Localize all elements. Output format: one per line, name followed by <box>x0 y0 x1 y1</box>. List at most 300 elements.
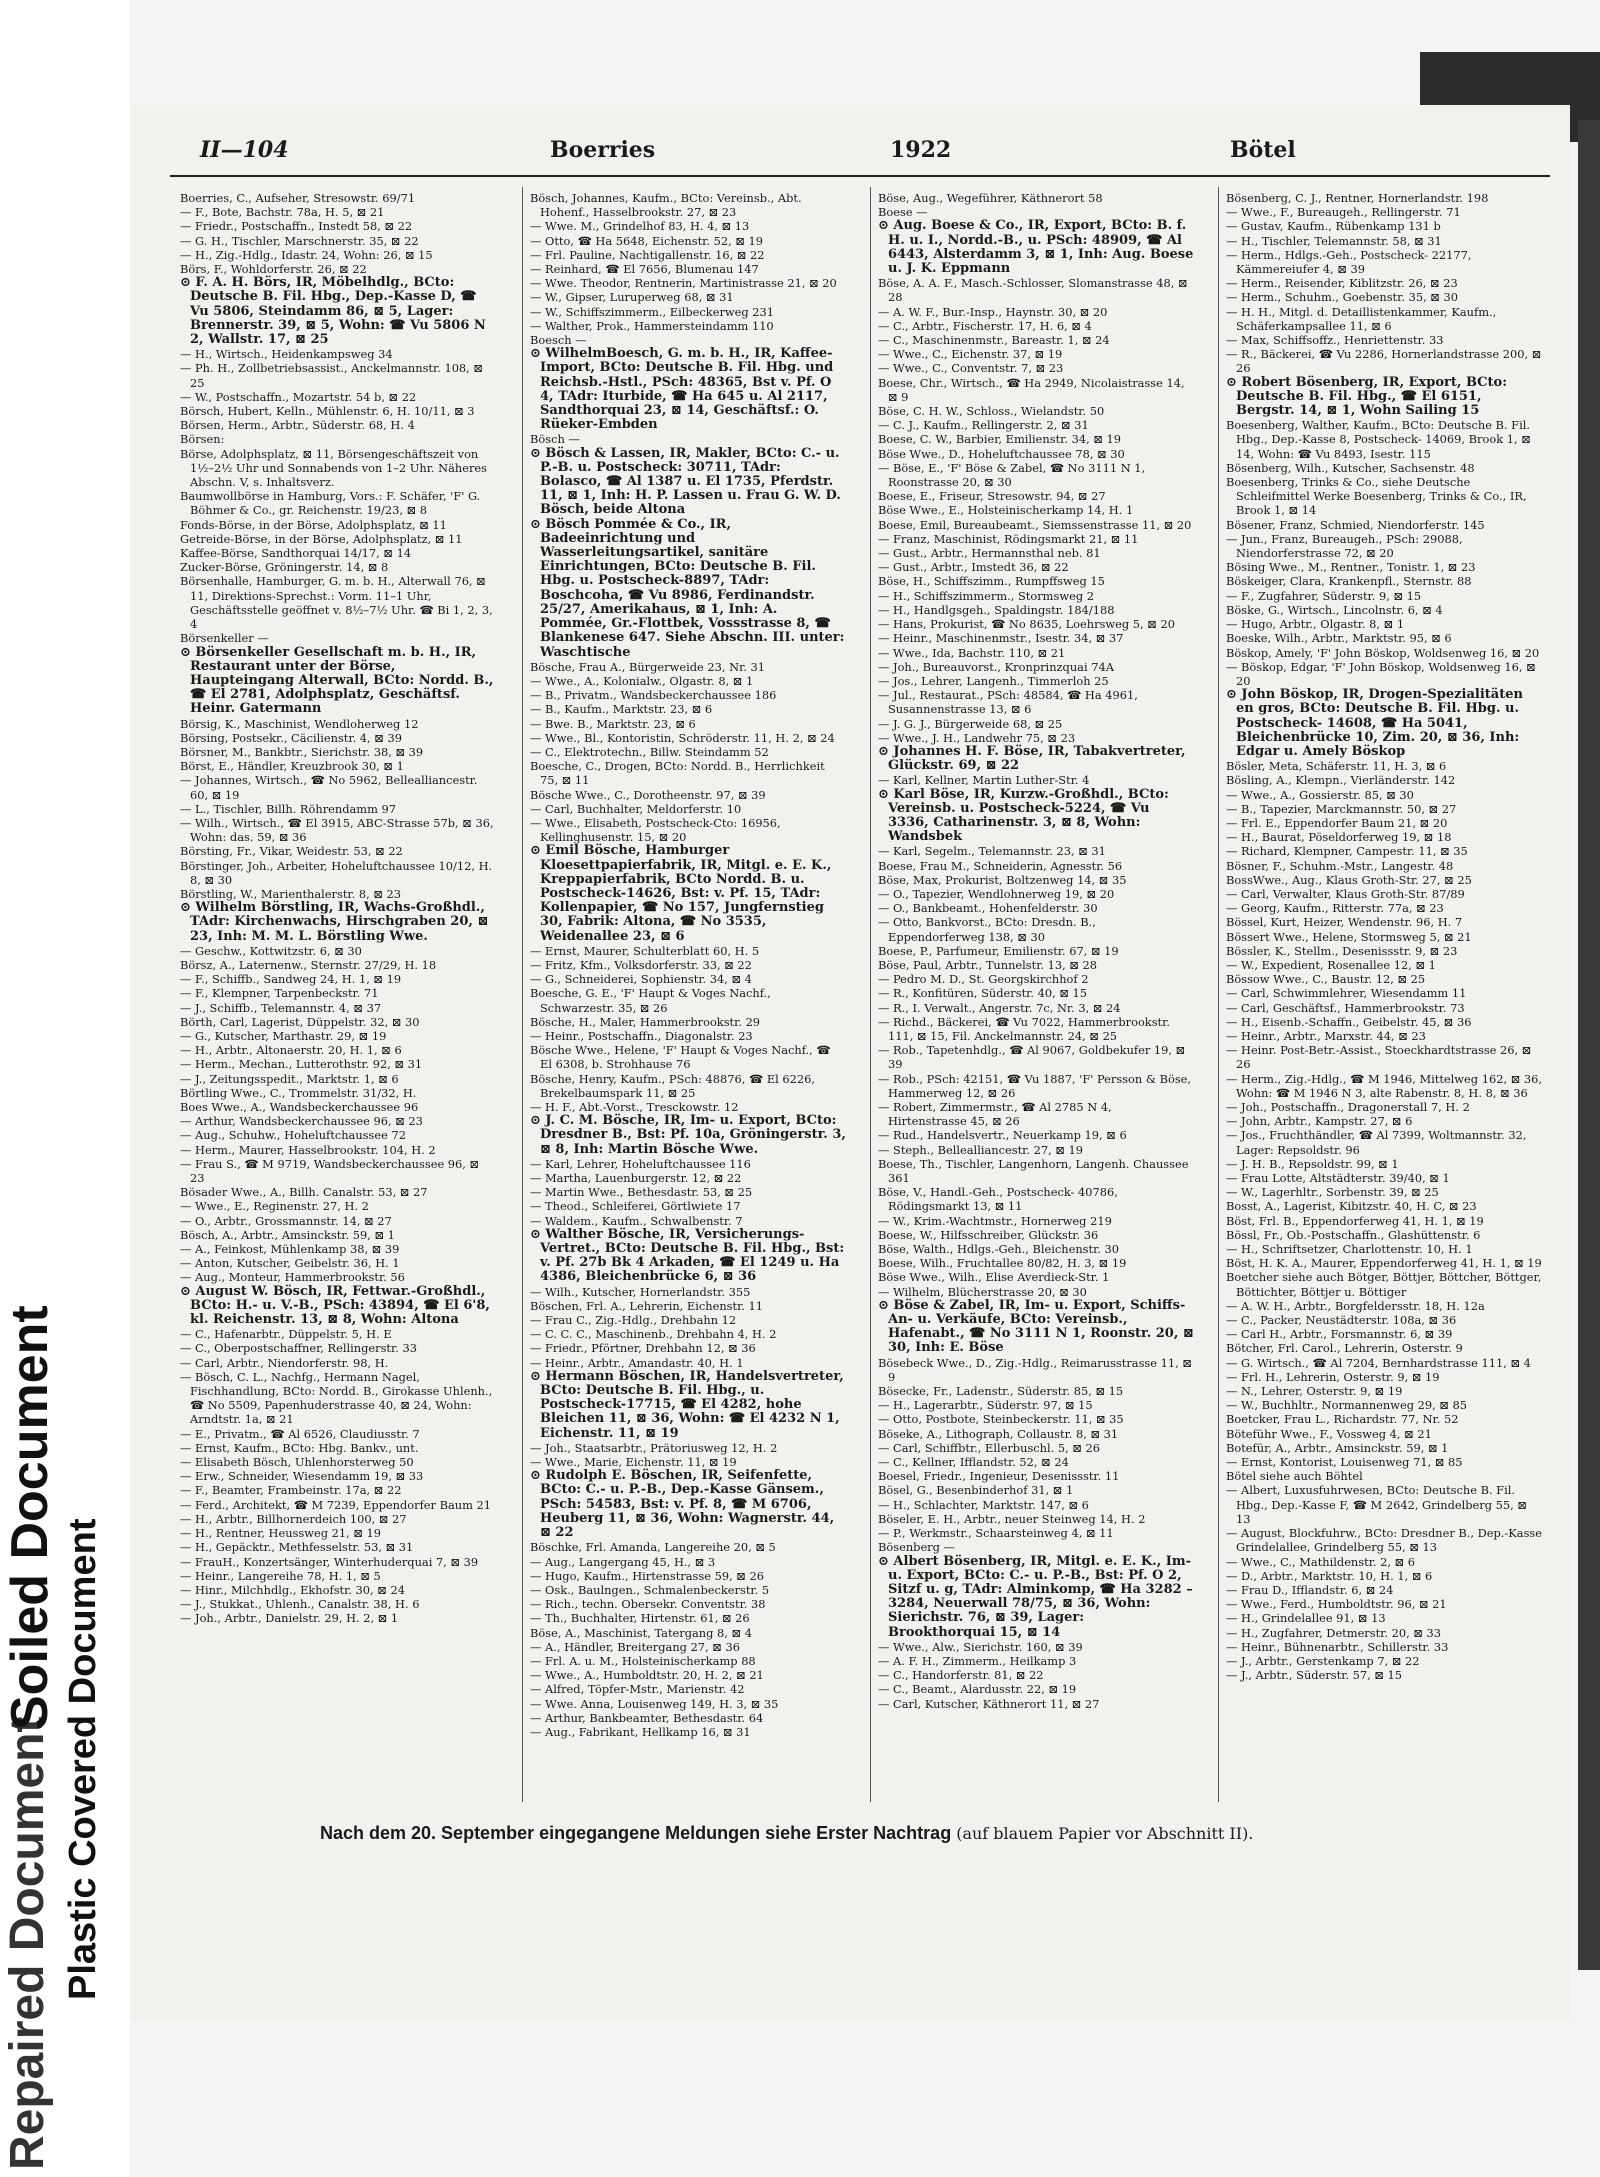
directory-entry: Böschen, Frl. A., Lehrerin, Eichenstr. 11 <box>530 1298 764 1313</box>
scan-edge-right <box>1578 120 1600 1970</box>
directory-entry: ⊙ Karl Böse, IR, Kurzw.-Großhdl., BCto: Vereinsb. u. Postscheck-5224, ☎ Vu 3336, Catharinenstr. 3, ⊠ 8, Wohn: Wandsbek <box>878 786 1169 845</box>
directory-entry: ⊙ J. C. M. Bösche, IR, Im- u. Export, BCto: Dresdner B., Bst: Pf. 10a, Gröningerstr. 3, ⊠ 8, Inh: Martin Bösche Wwe. <box>530 1113 846 1157</box>
directory-entry: — Rob., PSch: 42151, ☎ Vu 1887, 'F' Persson & Böse, Hammerweg 12, ⊠ 26 <box>878 1071 1192 1100</box>
directory-entry: — Bwe. B., Marktstr. 23, ⊠ 6 <box>530 716 696 731</box>
directory-entry: — C., Maschinenmstr., Bareastr. 1, ⊠ 24 <box>878 333 1110 348</box>
directory-entry: — Jul., Restaurat., PSch: 48584, ☎ Ha 4961, Susannenstrasse 13, ⊠ 6 <box>878 688 1138 717</box>
directory-entry: — H., Zugfahrer, Detmerstr. 20, ⊠ 33 <box>1226 1625 1442 1640</box>
directory-entry: Boesel, Friedr., Ingenieur, Desenissstr. 11 <box>878 1469 1120 1484</box>
directory-entry: — G. Wirtsch., ☎ Al 7204, Bernhardstrasse 111, ⊠ 4 <box>1226 1355 1531 1370</box>
directory-entry: — Carl, Arbtr., Niendorferstr. 98, H. <box>180 1355 389 1370</box>
directory-entry: — Aug., Monteur, Hammerbrookstr. 56 <box>180 1270 405 1285</box>
directory-entry: — Aug., Fabrikant, Hellkamp 16, ⊠ 31 <box>530 1724 751 1739</box>
directory-entry: Bösenberg — <box>878 1540 955 1555</box>
directory-entry: Bötcher, Frl. Carol., Lehrerin, Osterstr. 9 <box>1226 1341 1463 1356</box>
directory-entry: — Joh., Staatsarbtr., Prätoriusweg 12, H. 2 <box>530 1440 778 1455</box>
directory-entry: — Frau Lotte, Altstädterstr. 39/40, ⊠ 1 <box>1226 1171 1450 1186</box>
directory-entry: Bösch, A., Arbtr., Amsinckstr. 59, ⊠ 1 <box>180 1227 395 1242</box>
directory-entry: — Hugo, Arbtr., Olgastr. 8, ⊠ 1 <box>1226 617 1405 632</box>
directory-entry: — F., Schiffb., Sandweg 24, H. 1, ⊠ 19 <box>180 972 402 987</box>
directory-entry: — Heinr., Arbtr., Marxstr. 44, ⊠ 23 <box>1226 1028 1426 1043</box>
directory-entry: Zucker-Börse, Gröningerstr. 14, ⊠ 8 <box>180 560 389 575</box>
footer-sub: (auf blauem Papier vor Abschnitt II). <box>956 1824 1254 1843</box>
directory-entry: — Martha, Lauenburgerstr. 12, ⊠ 22 <box>530 1171 742 1186</box>
directory-entry: — Hans, Prokurist, ☎ No 8635, Loehrsweg 5, ⊠ 20 <box>878 617 1175 632</box>
directory-entry: Böse Wwe., D., Hoheluftchaussee 78, ⊠ 30 <box>878 446 1125 461</box>
directory-entry: Bösling, A., Klempn., Vierländerstr. 142 <box>1226 773 1456 788</box>
directory-entry: — John, Arbtr., Kampstr. 27, ⊠ 6 <box>1226 1114 1413 1129</box>
column-2 <box>530 191 846 1801</box>
directory-entry: Bössow Wwe., C., Baustr. 12, ⊠ 25 <box>1226 972 1426 987</box>
directory-entry: — A., Feinkost, Mühlenkamp 38, ⊠ 39 <box>180 1242 400 1257</box>
directory-entry: — Jos., Fruchthändler, ☎ Al 7399, Woltmannstr. 32, Lager: Repsoldstr. 96 <box>1226 1128 1527 1157</box>
directory-entry: Boese — <box>878 205 928 220</box>
directory-entry: Börsenhalle, Hamburger, G. m. b. H., Alterwall 76, ⊠ 11, Direktions-Sprechst.: Vorm. 11–1 Uhr, Geschäftsstelle geöffnet v. 8½–7½ Uhr. ☎ Bi 1, 2, 3, 4 <box>180 574 493 632</box>
directory-entry: Bösing Wwe., M., Rentner., Tonistr. 1, ⊠ 23 <box>1226 560 1476 575</box>
column-1 <box>180 191 496 1801</box>
directory-entry: — H., Schriftsetzer, Charlottenstr. 10, H. 1 <box>1226 1242 1473 1257</box>
directory-entry: Boetcker, Frau L., Richardstr. 77, Nr. 52 <box>1226 1412 1459 1427</box>
directory-entry: — Wwe., C., Mathildenstr. 2, ⊠ 6 <box>1226 1554 1416 1569</box>
directory-entry: — Heinr., Postschaffn., Diagonalstr. 23 <box>530 1028 753 1043</box>
directory-entry: — Gustav, Kaufm., Rübenkamp 131 b <box>1226 219 1441 234</box>
directory-entry: — H., Baurat, Pöseldorferweg 19, ⊠ 18 <box>1226 830 1452 845</box>
directory-entry: — Wilh., Kutscher, Hornerlandstr. 355 <box>530 1284 751 1299</box>
directory-entry: Börsner, M., Bankbtr., Sierichstr. 38, ⊠ 39 <box>180 744 424 759</box>
directory-entry: Böse Wwe., Wilh., Elise Averdieck-Str. 1 <box>878 1270 1110 1285</box>
directory-entry: — H., Gepäcktr., Methfesselstr. 53, ⊠ 31 <box>180 1540 414 1555</box>
directory-entry: — Carl, Schiffbtr., Ellerbuschl. 5, ⊠ 26 <box>878 1440 1101 1455</box>
directory-entry: — Anton, Kutscher, Geibelstr. 36, H. 1 <box>180 1256 400 1271</box>
directory-entry: — Wwe., Bl., Kontoristin, Schröderstr. 11, H. 2, ⊠ 24 <box>530 730 835 745</box>
directory-entry: — J., Schiffb., Telemannstr. 4, ⊠ 37 <box>180 1000 382 1015</box>
directory-entry: Bösche, Henry, Kaufm., PSch: 48876, ☎ El 6226, Brekelbaumspark 11, ⊠ 25 <box>530 1071 816 1100</box>
directory-entry: ⊙ Johannes H. F. Böse, IR, Tabakvertreter, Glückstr. 69, ⊠ 22 <box>878 743 1186 774</box>
directory-entry: — G. H., Tischler, Marschnerstr. 35, ⊠ 22 <box>180 233 419 248</box>
directory-entry: — Theod., Schleiferei, Görtlwiete 17 <box>530 1199 741 1214</box>
directory-entry: — Karl, Kellner, Martin Luther-Str. 4 <box>878 773 1090 788</box>
directory-entry: — Rud., Handelsvertr., Neuerkamp 19, ⊠ 6 <box>878 1128 1127 1143</box>
directory-entry: — Arthur, Wandsbeckerchaussee 96, ⊠ 23 <box>180 1114 423 1129</box>
directory-entry: Bössel, Kurt, Heizer, Wendenstr. 96, H. 7 <box>1226 915 1463 930</box>
directory-entry: — Herm., Mechan., Lutterothstr. 92, ⊠ 31 <box>180 1057 423 1072</box>
directory-entry: — O., Arbtr., Grossmannstr. 14, ⊠ 27 <box>180 1213 392 1228</box>
directory-entry: — H. H., Mitgl. d. Detaillistenkammer, Kaufm., Schäferkampsallee 11, ⊠ 6 <box>1226 304 1497 333</box>
header-to-name: Bötel <box>1230 137 1296 163</box>
directory-entry: — W., Krim.-Wachtmstr., Hornerweg 219 <box>878 1213 1112 1228</box>
directory-entry: Bösenberg, Wilh., Kutscher, Sachsenstr. 48 <box>1226 460 1475 475</box>
directory-entry: ⊙ Bösch & Lassen, IR, Makler, BCto: C.- u. P.-B. u. Postscheck: 30711, TAdr: Bolasco, ☎ Al 1387 u. El 1735, Pferdstr. 11, ⊠ 1, Inh: H. P. Lassen u. Frau G. W. D. Bösch, beide Altona <box>530 445 841 518</box>
directory-entry: — Herm., Reisender, Kiblitzstr. 26, ⊠ 23 <box>1226 276 1458 291</box>
directory-entry: — Joh., Postschaffn., Dragonerstall 7, H. 2 <box>1226 1100 1470 1114</box>
directory-entry: Böse, Walth., Hdlgs.-Geh., Bleichenstr. 30 <box>878 1242 1120 1257</box>
directory-entry: — Otto, Bankvorst., BCto: Dresdn. B., Eppendorferweg 138, ⊠ 30 <box>878 915 1096 944</box>
directory-entry: — Steph., Bellealliancestr. 27, ⊠ 19 <box>878 1142 1083 1157</box>
directory-entry: Baumwollbörse in Hamburg, Vors.: F. Schäfer, 'F' G. Böhmer & Co., gr. Reichenstr. 19/23, ⊠ 8 <box>180 489 481 518</box>
directory-entry: — Otto, Postbote, Steinbeckerstr. 11, ⊠ 35 <box>878 1412 1124 1427</box>
directory-entry: — D., Arbtr., Marktstr. 10, H. 1, ⊠ 6 <box>1226 1568 1433 1583</box>
directory-entry: — Wwe., A., Humboldtstr. 20, H. 2, ⊠ 21 <box>530 1668 764 1683</box>
directory-entry: — Carl, Kutscher, Käthnerort 11, ⊠ 27 <box>878 1696 1100 1711</box>
plastic-covered-label: Plastic Covered Document <box>62 1518 104 2000</box>
directory-entry: ⊙ Aug. Boese & Co., IR, Export, BCto: B. f. H. u. I., Nordd.-B., u. PSch: 48909, ☎ Al 6443, Alsterdamm 3, ⊠ 1, Inh: Aug. Boese u. J. K. Eppmann <box>878 218 1194 277</box>
directory-entry: — W., Lagerhltr., Sorbenstr. 39, ⊠ 25 <box>1226 1185 1439 1200</box>
directory-entry: Boese, Chr., Wirtsch., ☎ Ha 2949, Nicolaistrasse 14, ⊠ 9 <box>878 375 1185 404</box>
directory-entry: ⊙ F. A. H. Börs, IR, Möbelhdlg., BCto: Deutsche B. Fil. Hbg., Dep.-Kasse D, ☎ Vu 5806, Steindamm 86, ⊠ 5, Lager: Brennerstr. 39, ⊠ 5, Wohn: ☎ Vu 5806 N 2, Wallstr. 17, ⊠ 25 <box>180 275 486 348</box>
directory-entry: — Arthur, Bankbeamter, Bethesdastr. 64 <box>530 1710 764 1725</box>
directory-entry: — Heinr., Maschinenmstr., Isestr. 34, ⊠ 37 <box>878 631 1124 646</box>
directory-entry: — Rich., techn. Obersekr. Conventstr. 38 <box>530 1597 766 1612</box>
directory-entry: — H., Schlachter, Marktstr. 147, ⊠ 6 <box>878 1497 1089 1512</box>
directory-entry: — A. W. H., Arbtr., Borgfeldersstr. 18, H. 12a <box>1226 1298 1485 1313</box>
directory-entry: — W., Gipser, Luruperweg 68, ⊠ 31 <box>530 290 734 305</box>
directory-entry: — H., Schiffszimmerm., Stormsweg 2 <box>878 588 1094 603</box>
directory-entry: — H., Grindelallee 91, ⊠ 13 <box>1226 1611 1386 1626</box>
directory-entry: Böse, Aug., Wegeführer, Käthnerort 58 <box>878 191 1103 205</box>
directory-entry: ⊙ Rudolph E. Böschen, IR, Seifenfette, BCto: C.- u. P.-B., Dep.-Kasse Gänsem., PSch: 54583, Bst: v. Pf. 8, ☎ M 6706, Heuberg 11, ⊠ 36, Wohn: Wagnerstr. 44, ⊠ 22 <box>530 1468 835 1541</box>
directory-entry: Boese, E., Friseur, Stresowstr. 94, ⊠ 27 <box>878 489 1106 504</box>
directory-entry: — C., Kellner, Ifflandstr. 52, ⊠ 24 <box>878 1455 1069 1470</box>
directory-entry: — H., Wirtsch., Heidenkampsweg 34 <box>180 347 393 362</box>
directory-entry: Börsz, A., Laternenw., Sternstr. 27/29, H. 18 <box>180 957 437 972</box>
directory-entry: ⊙ Walther Bösche, IR, Versicherungs-Vertret., BCto: Deutsche B. Fil. Hbg., Bst: v. Pf. 27b Bk 4 Arkaden, ☎ El 1249 u. Ha 4386, Bleichenbrücke 6, ⊠ 36 <box>530 1226 845 1285</box>
column-divider <box>1218 187 1219 1802</box>
directory-entry: Börst, E., Händler, Kreuzbrook 30, ⊠ 1 <box>180 759 404 774</box>
directory-entry: — Friedr., Postschaffn., Instedt 58, ⊠ 22 <box>180 219 413 234</box>
header-from-name: Boerries <box>550 137 656 163</box>
directory-entry: Bösch — <box>530 432 580 447</box>
directory-entry: — Ph. H., Zollbetriebsassist., Anckelmannstr. 108, ⊠ 25 <box>180 361 483 390</box>
directory-entry: — Wwe., C., Eichenstr. 37, ⊠ 19 <box>878 347 1063 362</box>
directory-entry: — Albert, Luxusfuhrwesen, BCto: Deutsche B. Fil. Hbg., Dep.-Kasse F, ☎ M 2642, Grindelberg 55, ⊠ 13 <box>1226 1483 1527 1526</box>
directory-entry: — Carl, Schwimmlehrer, Wiesendamm 11 <box>1226 986 1467 1001</box>
directory-entry: Boesch — <box>530 333 587 348</box>
directory-entry: — Wwe., A., Gossierstr. 85, ⊠ 30 <box>1226 787 1414 802</box>
directory-entry: — H., Arbtr., Billhornerdeich 100, ⊠ 27 <box>180 1511 407 1526</box>
directory-entry: — Ernst, Maurer, Schulterblatt 60, H. 5 <box>530 943 760 958</box>
column-divider <box>522 187 523 1802</box>
directory-entry: — B., Privatm., Wandsbeckerchaussee 186 <box>530 688 777 703</box>
header-rule <box>170 175 1550 177</box>
directory-entry: Böske, G., Wirtsch., Lincolnstr. 6, ⊠ 4 <box>1226 602 1443 617</box>
directory-entry: — Otto, ☎ Ha 5648, Eichenstr. 52, ⊠ 19 <box>530 233 763 248</box>
directory-entry: — Frl. E., Eppendorfer Baum 21, ⊠ 20 <box>1226 815 1448 830</box>
footer-main: Nach dem 20. September eingegangene Meldungen siehe Erster Nachtrag <box>320 1823 952 1843</box>
directory-entry: — W., Schiffszimmerm., Eilbeckerweg 231 <box>530 304 775 319</box>
directory-entry: Böse, V., Handl.-Geh., Postscheck- 40786, Rödingsmarkt 13, ⊠ 11 <box>878 1185 1118 1214</box>
directory-entry: — Jun., Franz, Bureaugeh., PSch: 29088, Niendorferstrasse 72, ⊠ 20 <box>1226 531 1463 561</box>
directory-entry: — FrauH., Konzertsänger, Winterhuderquai 7, ⊠ 39 <box>180 1554 479 1569</box>
directory-entry: — Wwe., E., Reginenstr. 27, H. 2 <box>180 1199 369 1214</box>
directory-entry: — C., Arbtr., Fischerstr. 17, H. 6, ⊠ 4 <box>878 318 1092 333</box>
directory-entry: — H. F., Abt.-Vorst., Tresckowstr. 12 <box>530 1100 739 1114</box>
directory-entry: Börth, Carl, Lagerist, Düppelstr. 32, ⊠ 30 <box>180 1014 420 1029</box>
directory-entry: Boeske, Wilh., Arbtr., Marktstr. 95, ⊠ 6 <box>1226 631 1452 646</box>
directory-entry: Boesche, C., Drogen, BCto: Nordd. B., Herrlichkeit 75, ⊠ 11 <box>530 759 825 788</box>
directory-entry: — H., Tischler, Telemannstr. 58, ⊠ 31 <box>1226 233 1442 248</box>
directory-entry: — Wwe., F., Bureaugeh., Rellingerstr. 71 <box>1226 205 1461 220</box>
directory-entry: — F., Zugfahrer, Süderstr. 9, ⊠ 15 <box>1226 588 1422 603</box>
directory-entry: — R., Konfitüren, Süderstr. 40, ⊠ 15 <box>878 986 1087 1001</box>
directory-entry: — Osk., Baulngen., Schmalenbeckerstr. 5 <box>530 1582 770 1597</box>
directory-entry: — Wwe., C., Conventstr. 7, ⊠ 23 <box>878 361 1064 376</box>
directory-entry: Börse, Adolphsplatz, ⊠ 11, Börsengeschäftszeit von 1½–2½ Uhr und Sonnabends von 1–2 Uhr. Näheres Abschn. V, s. Inhaltsverz. <box>180 446 488 490</box>
directory-entry: — Max, Schiffsoffz., Henriettenstr. 33 <box>1226 333 1444 348</box>
directory-entry: Börsch, Hubert, Kelln., Mühlenstr. 6, H. 10/11, ⊠ 3 <box>180 404 475 419</box>
directory-entry: Boese, Emil, Bureaubeamt., Siemssenstrasse 11, ⊠ 20 <box>878 517 1192 532</box>
directory-entry: — Carl, Buchhalter, Meldorferstr. 10 <box>530 801 742 816</box>
directory-entry: Bosst, A., Lagerist, Kibitzstr. 40, H. C, ⊠ 23 <box>1226 1199 1477 1214</box>
directory-entry: — O., Bankbeamt., Hohenfelderstr. 30 <box>878 901 1098 916</box>
page-header <box>170 133 1530 173</box>
directory-entry: — Carl, Geschäftsf., Hammerbrookstr. 73 <box>1226 1000 1465 1015</box>
directory-entry: Bössl, Fr., Ob.-Postschaffn., Glashüttenstr. 6 <box>1226 1227 1481 1242</box>
directory-entry: — C. J., Kaufm., Rellingerstr. 2, ⊠ 31 <box>878 418 1089 433</box>
directory-entry: — Alfred, Töpfer-Mstr., Marienstr. 42 <box>530 1682 745 1697</box>
repaired-document-label: Repaired Document <box>1 1716 54 2170</box>
directory-entry: Boese, W., Hilfsschreiber, Glückstr. 36 <box>878 1227 1099 1242</box>
directory-entry: Börs, F., Wohldorferstr. 26, ⊠ 22 <box>180 262 367 277</box>
directory-entry: — J., Stukkat., Uhlenh., Canalstr. 38, H. 6 <box>180 1597 420 1612</box>
directory-entry: — Wwe., Ida, Bachstr. 110, ⊠ 21 <box>878 645 1066 660</box>
directory-entry: — Wwe. Theodor, Rentnerin, Martinistrasse 21, ⊠ 20 <box>530 276 837 291</box>
directory-entry: — N., Lehrer, Osterstr. 9, ⊠ 19 <box>1226 1384 1403 1399</box>
directory-entry: Bösch, Johannes, Kaufm., BCto: Vereinsb., Abt. Hohenf., Hasselbrookstr. 27, ⊠ 23 <box>530 191 802 220</box>
directory-entry: Boes Wwe., A., Wandsbeckerchaussee 96 <box>180 1100 419 1114</box>
directory-entry: — B., Tapezier, Marckmannstr. 50, ⊠ 27 <box>1226 801 1457 816</box>
directory-entry: Börsing, Postsekr., Cäcilienstr. 4, ⊠ 39 <box>180 730 402 745</box>
directory-entry: — Ferd., Architekt, ☎ M 7239, Eppendorfer Baum 21 <box>180 1497 492 1512</box>
directory-entry: ⊙ Emil Bösche, Hamburger Kloesettpapierfabrik, IR, Mitgl. e. E. K., Kreppapierfabrik, BCto Nordd. B. u. Postscheck-14626, Bst: v. Pf. 15, TAdr: Kollenpapier, ☎ No 157, Jungfernstieg 30, Fabrik: Altona, ☎ No 3535, Weidenallee 23, ⊠ 6 <box>530 843 832 944</box>
directory-entry: Bösader Wwe., A., Billh. Canalstr. 53, ⊠ 27 <box>180 1185 428 1200</box>
directory-entry: ⊙ Böse & Zabel, IR, Im- u. Export, Schiffs-An- u. Verkäufe, BCto: Vereinsb., Hafenabt., ☎ No 3111 N 1, Roonstr. 20, ⊠ 30, Inh: E. Böse <box>878 1297 1194 1356</box>
directory-entry: Bösler, Meta, Schäferstr. 11, H. 3, ⊠ 6 <box>1226 759 1447 774</box>
directory-entry: — F., Beamter, Frambeinstr. 17a, ⊠ 22 <box>180 1483 402 1498</box>
directory-entry: Böst, Frl. B., Eppendorferweg 41, H. 1, ⊠ 19 <box>1226 1213 1484 1228</box>
directory-entry: Böse, Max, Prokurist, Boltzenweg 14, ⊠ 35 <box>878 872 1127 887</box>
directory-entry: Bösner, F., Schuhm.-Mstr., Langestr. 48 <box>1226 858 1454 873</box>
directory-entry: ⊙ Albert Bösenberg, IR, Mitgl. e. E. K., Im- u. Export, BCto: C.- u. P.-B., Bst: Pf. O 2, Sitzf u. g, TAdr: Alminkomp, ☎ Ha 3282 – 3284, Neuerwall 78/75, ⊠ 36, Wohn: Sierichstr. 76, ⊠ 39, Lager: Brookthorquai 15, ⊠ 14 <box>878 1553 1193 1640</box>
directory-entry: Getreide-Börse, in der Börse, Adolphsplatz, ⊠ 11 <box>180 531 463 546</box>
directory-entry: — C., Oberpostschaffner, Rellingerstr. 33 <box>180 1341 417 1356</box>
directory-entry: — R., Bäckerei, ☎ Vu 2286, Hornerlandstrasse 200, ⊠ 26 <box>1226 347 1542 376</box>
directory-entry: — Böskop, Edgar, 'F' John Böskop, Woldsenweg 16, ⊠ 20 <box>1226 659 1536 688</box>
directory-entry: Botefür, A., Arbtr., Amsinckstr. 59, ⊠ 1 <box>1226 1440 1449 1455</box>
directory-entry: — H., Lagerarbtr., Süderstr. 97, ⊠ 15 <box>878 1398 1093 1413</box>
directory-entry: — R., I. Verwalt., Angerstr. 7c, Nr. 3, ⊠ 24 <box>878 1000 1121 1015</box>
directory-entry: — Frl. A. u. M., Holsteinischerkamp 88 <box>530 1653 756 1668</box>
directory-entry: Bösel, G., Besenbinderhof 31, ⊠ 1 <box>878 1483 1074 1498</box>
directory-entry: Börtling Wwe., C., Trommelstr. 31/32, H. <box>180 1085 417 1100</box>
directory-entry: — Karl, Lehrer, Hoheluftchaussee 116 <box>530 1156 751 1171</box>
directory-entry: — Wwe. Anna, Louisenweg 149, H. 3, ⊠ 35 <box>530 1696 779 1711</box>
directory-entry: Böskeiger, Clara, Krankenpfl., Sternstr. 88 <box>1226 574 1472 589</box>
directory-entry: Bössert Wwe., Helene, Stormsweg 5, ⊠ 21 <box>1226 929 1472 944</box>
directory-entry: — J. G. J., Bürgerweide 68, ⊠ 25 <box>878 716 1063 731</box>
directory-entry: ⊙ August W. Bösch, IR, Fettwar.-Großhdl., BCto: H.- u. V.-B., PSch: 43894, ☎ El 6'8, kl. Reichenstr. 13, ⊠ 8, Wohn: Altona <box>180 1283 490 1328</box>
directory-entry: Börstling, W., Marienthalerstr. 8, ⊠ 23 <box>180 886 401 901</box>
directory-entry: Fonds-Börse, in der Börse, Adolphsplatz, ⊠ 11 <box>180 517 447 532</box>
directory-entry: — Wwe., Ferd., Humboldtstr. 96, ⊠ 21 <box>1226 1597 1447 1612</box>
directory-entry: Börstinger, Joh., Arbeiter, Hoheluftchaussee 10/12, H. 8, ⊠ 30 <box>180 858 493 887</box>
directory-entry: Boese, Wilh., Fruchtallee 80/82, H. 3, ⊠ 19 <box>878 1256 1127 1271</box>
directory-entry: Böst, H. K. A., Maurer, Eppendorferweg 41, H. 1, ⊠ 19 <box>1226 1256 1542 1271</box>
directory-entry: — Wwe., Alw., Sierichstr. 160, ⊠ 39 <box>878 1639 1083 1654</box>
column-divider <box>870 187 871 1802</box>
directory-entry: — Friedr., Pförtner, Drehbahn 12, ⊠ 36 <box>530 1341 756 1356</box>
directory-entry: Böse Wwe., E., Holsteinischerkamp 14, H. 1 <box>878 503 1134 518</box>
soiled-document-label: Soiled Document <box>1 1305 59 1730</box>
directory-entry: — W., Buchhltr., Normannenweg 29, ⊠ 85 <box>1226 1398 1468 1413</box>
directory-entry: — A., Händler, Breitergang 27, ⊠ 36 <box>530 1639 740 1654</box>
directory-entry: — Robert, Zimmermstr., ☎ Al 2785 N 4, Hirtenstrasse 45, ⊠ 26 <box>878 1100 1112 1129</box>
directory-entry: — Johannes, Wirtsch., ☎ No 5962, Bellealliancestr. 60, ⊠ 19 <box>180 773 478 802</box>
directory-entry: — Th., Buchhalter, Hirtenstr. 61, ⊠ 26 <box>530 1611 750 1626</box>
directory-entry: — L., Tischler, Billh. Röhrendamm 97 <box>180 801 397 816</box>
directory-entry: — Wwe., Elisabeth, Postscheck-Cto: 16956, Kellinghusenstr. 15, ⊠ 20 <box>530 815 781 845</box>
directory-entry: — Frau S., ☎ M 9719, Wandsbeckerchaussee 96, ⊠ 23 <box>180 1156 480 1186</box>
directory-entry: Böseler, E. H., Arbtr., neuer Steinweg 14, H. 2 <box>878 1511 1146 1526</box>
directory-entry: Bötel siehe auch Böhtel <box>1226 1469 1363 1484</box>
directory-entry: ⊙ Hermann Böschen, IR, Handelsvertreter, BCto: Deutsche B. Fil. Hbg., u. Postscheck-17715, ☎ El 4282, hohe Bleichen 11, ⊠ 36, Wohn: ☎ El 4232 N 1, Eichenstr. 11, ⊠ 19 <box>530 1368 844 1441</box>
directory-entry: ⊙ Wilhelm Börstling, IR, Wachs-Großhdl., TAdr: Kirchenwachs, Hirschgraben 20, ⊠ 23, Inh: M. M. L. Börstling Wwe. <box>180 900 489 944</box>
directory-entry: Bösener, Franz, Schmied, Niendorferstr. 145 <box>1226 517 1485 532</box>
directory-entry: — August, Blockfuhrw., BCto: Dresdner B., Dep.-Kasse Grindelallee, Grindelberg 55, ⊠ 13 <box>1226 1526 1542 1555</box>
directory-entry: — Jos., Lehrer, Langenh., Timmerloh 25 <box>878 673 1109 688</box>
directory-entry: — Wilhelm, Blücherstrasse 20, ⊠ 30 <box>878 1284 1087 1299</box>
directory-entry: — Rob., Tapetenhdlg., ☎ Al 9067, Goldbekufer 19, ⊠ 39 <box>878 1043 1186 1072</box>
directory-entry: Boese, C. W., Barbier, Emilienstr. 34, ⊠ 19 <box>878 432 1122 447</box>
directory-entry: — Aug., Langergang 45, H., ⊠ 3 <box>530 1554 716 1569</box>
directory-entry: — Herm., Zig.-Hdlg., ☎ M 1946, Mittelweg 162, ⊠ 36, Wohn: ☎ M 1946 N 3, alte Rabenstr. 8, H. 8, ⊠ 36 <box>1226 1071 1542 1100</box>
directory-entry: — Wwe., A., Kolonialw., Olgastr. 8, ⊠ 1 <box>530 673 754 688</box>
directory-entry: Bösebeck Wwe., D., Zig.-Hdlg., Reimarusstrasse 11, ⊠ 9 <box>878 1355 1192 1384</box>
directory-entry: — Heinr. Post-Betr.-Assist., Stoeckhardtstrasse 26, ⊠ 26 <box>1226 1043 1532 1072</box>
directory-entry: BossWwe., Aug., Klaus Groth-Str. 27, ⊠ 25 <box>1226 872 1472 887</box>
directory-entry: — C., Elektrotechn., Billw. Steindamm 52 <box>530 744 769 759</box>
directory-entry: — Joh., Arbtr., Danielstr. 29, H. 2, ⊠ 1 <box>180 1611 399 1626</box>
directory-page <box>130 105 1570 2020</box>
directory-entry: — Ernst, Kaufm., BCto: Hbg. Bankv., unt. <box>180 1440 419 1455</box>
directory-entry: ⊙ Börsenkeller Gesellschaft m. b. H., IR, Restaurant unter der Börse, Haupteingang Alterwall, BCto: Nordd. B., ☎ El 2781, Adolphsplatz, Geschäftsf. Heinr. Gatermann <box>180 644 494 717</box>
directory-entry: Bösche Wwe., Helene, 'F' Haupt & Voges Nachf., ☎ El 6308, b. Strohhause 76 <box>530 1043 831 1072</box>
directory-entry: Bösecke, Fr., Ladenstr., Süderstr. 85, ⊠ 15 <box>878 1384 1124 1399</box>
directory-entry: — H., Eisenb.-Schaffn., Geibelstr. 45, ⊠ 36 <box>1226 1014 1472 1029</box>
directory-entry: — Frau D., Ifflandstr. 6, ⊠ 24 <box>1226 1582 1394 1597</box>
directory-entry: Kaffee-Börse, Sandthorquai 14/17, ⊠ 14 <box>180 546 412 561</box>
directory-entry: Boesenberg, Walther, Kaufm., BCto: Deutsche B. Fil. Hbg., Dep.-Kasse 8, Postscheck- 14069, Brook 1, ⊠ 14, Wohn: ☎ Vu 8493, Isestr. 115 <box>1226 418 1531 461</box>
scan-margin <box>0 0 130 2177</box>
directory-entry: — Wwe., Marie, Eichenstr. 11, ⊠ 19 <box>530 1455 737 1470</box>
directory-entry: Böse, Paul, Arbtr., Tunnelstr. 13, ⊠ 28 <box>878 957 1098 972</box>
directory-entry: Böteführ Wwe., F., Vossweg 4, ⊠ 21 <box>1226 1426 1432 1441</box>
directory-entry: — Herm., Schuhm., Goebenstr. 35, ⊠ 30 <box>1226 290 1458 305</box>
directory-entry: — J. H. B., Repsoldstr. 99, ⊠ 1 <box>1226 1156 1399 1171</box>
directory-entry: ⊙ Robert Bösenberg, IR, Export, BCto: Deutsche B. Fil. Hbg., ☎ El 6151, Bergstr. 14, ⊠ 1, Wohn Sailing 15 <box>1226 374 1507 419</box>
directory-entry: Boese, P., Parfumeur, Emilienstr. 67, ⊠ 19 <box>878 943 1119 958</box>
directory-entry: — Frau C., Zig.-Hdlg., Drehbahn 12 <box>530 1313 737 1328</box>
directory-entry: ⊙ Bösch Pommée & Co., IR, Badeeinrichtung und Wasserleitungsartikel, sanitäre Einrichtungen, BCto: Deutsche B. Fil. Hbg. u. Postscheck-8897, TAdr: Boschcoha, ☎ Vu 8986, Ferdinandstr. 25/27, Amerikahaus, ⊠ 1, Inh: A. Pommée, Gr.-Flottbek, Vossstrasse 8, ☎ Blankenese 647. Siehe Abschn. III. unter: Waschtische <box>530 516 845 660</box>
directory-entry: — A. W. F., Bur.-Insp., Haynstr. 30, ⊠ 20 <box>878 304 1108 319</box>
directory-entry: — Böse, E., 'F' Böse & Zabel, ☎ No 3111 N 1, Roonstrasse 20, ⊠ 30 <box>878 460 1146 490</box>
directory-entry: — F., Klempner, Tarpenbeckstr. 71 <box>180 986 379 1001</box>
directory-entry: — Carl, Verwalter, Klaus Groth-Str. 87/89 <box>1226 886 1465 901</box>
directory-entry: — Geschw., Kottwitzstr. 6, ⊠ 30 <box>180 943 362 958</box>
directory-entry: — Frl. H., Lehrerin, Osterstr. 9, ⊠ 19 <box>1226 1369 1440 1384</box>
directory-entry: — Reinhard, ☎ El 7656, Blumenau 147 <box>530 262 759 277</box>
directory-entry: Boese, Frau M., Schneiderin, Agnesstr. 56 <box>878 858 1123 873</box>
directory-entry: — G., Schneiderei, Sophienstr. 34, ⊠ 4 <box>530 972 752 987</box>
directory-entry: ⊙ WilhelmBoesch, G. m. b. H., IR, Kaffee-Import, BCto: Deutsche B. Fil. Hbg. und Reichsb.-Hstl., PSch: 48365, Bst v. Pf. O 4, TAdr: Iturbide, ☎ Ha 645 u. Al 2117, Sandthorquai 23, ⊠ 14, Geschäftsf.: O. Rüeker-Embden <box>530 346 834 433</box>
directory-entry: — Elisabeth Bösch, Uhlenhorsterweg 50 <box>180 1455 414 1470</box>
directory-entry: Boese, Th., Tischler, Langenhorn, Langenh. Chaussee 361 <box>878 1156 1189 1186</box>
footer-note <box>320 1823 1253 1844</box>
directory-entry: — Erw., Schneider, Wiesendamm 19, ⊠ 33 <box>180 1469 424 1484</box>
directory-entry: Börsenkeller — <box>180 631 269 646</box>
directory-entry: — Heinr., Bühnenarbtr., Schillerstr. 33 <box>1226 1639 1449 1654</box>
directory-entry: — E., Privatm., ☎ Al 6526, Claudiusstr. 7 <box>180 1426 420 1441</box>
directory-entry: — C., Hafenarbtr., Düppelstr. 5, H. E <box>180 1327 392 1342</box>
directory-entry: — H., Handlgsgeh., Spaldingstr. 184/188 <box>878 602 1115 617</box>
directory-entry: — W., Expedient, Rosenallee 12, ⊠ 1 <box>1226 957 1436 972</box>
directory-entry: — J., Zeitungsspedit., Marktstr. 1, ⊠ 6 <box>180 1071 399 1086</box>
directory-entry: Bösche, H., Maler, Hammerbrookstr. 29 <box>530 1014 761 1029</box>
directory-entry: — J., Arbtr., Süderstr. 57, ⊠ 15 <box>1226 1668 1403 1683</box>
directory-entry: Boesenberg, Trinks & Co., siehe Deutsche Schleifmittel Werke Boesenberg, Trinks & Co., IR, Brook 1, ⊠ 14 <box>1226 475 1527 518</box>
directory-entry: Bösenberg, C. J., Rentner, Hornerlandstr. 198 <box>1226 191 1489 205</box>
header-year: 1922 <box>890 137 952 163</box>
directory-entry: — Karl, Segelm., Telemannstr. 23, ⊠ 31 <box>878 844 1106 859</box>
directory-entry: — Richard, Klempner, Campestr. 11, ⊠ 35 <box>1226 844 1468 859</box>
directory-entry: ⊙ John Böskop, IR, Drogen-Spezialitäten en gros, BCto: Deutsche B. Fil. Hbg. u. Postscheck- 14608, ☎ Ha 5041, Bleichenbrücke 10, Zim. 20, ⊠ 36, Inh: Edgar u. Amely Böskop <box>1226 687 1523 759</box>
directory-entry: — Gust., Arbtr., Imstedt 36, ⊠ 22 <box>878 560 1069 575</box>
directory-entry: Böschke, Frl. Amanda, Langereihe 20, ⊠ 5 <box>530 1540 776 1555</box>
directory-entry: — Gust., Arbtr., Hermannsthal neb. 81 <box>878 546 1101 561</box>
directory-entry: — P., Werkmstr., Schaarsteinweg 4, ⊠ 11 <box>878 1526 1114 1541</box>
directory-entry: — Fritz, Kfm., Volksdorferstr. 33, ⊠ 22 <box>530 957 752 972</box>
directory-entry: — F., Bote, Bachstr. 78a, H. 5, ⊠ 21 <box>180 205 385 220</box>
directory-entry: — Frl. Pauline, Nachtigallenstr. 16, ⊠ 22 <box>530 247 765 262</box>
directory-entry: — Joh., Bureauvorst., Kronprinzquai 74A <box>878 659 1114 674</box>
directory-entry: — Wilh., Wirtsch., ☎ El 3915, ABC-Strasse 57b, ⊠ 36, Wohn: das. 59, ⊠ 36 <box>180 815 494 845</box>
directory-entry: — H., Rentner, Heussweg 21, ⊠ 19 <box>180 1526 382 1541</box>
column-3 <box>878 191 1194 1801</box>
directory-entry: Bösche, Frau A., Bürgerweide 23, Nr. 31 <box>530 659 766 674</box>
directory-entry: — A. F. H., Zimmerm., Heilkamp 3 <box>878 1653 1077 1668</box>
directory-entry: Boerries, C., Aufseher, Stresowstr. 69/71 <box>180 191 416 205</box>
directory-entry: — O., Tapezier, Wendlohnerweg 19, ⊠ 20 <box>878 886 1115 901</box>
directory-entry: — H., Arbtr., Altonaerstr. 20, H. 1, ⊠ 6 <box>180 1043 402 1058</box>
directory-entry: — Richd., Bäckerei, ☎ Vu 7022, Hammerbrookstr. 111, ⊠ 15, Fil. Anckelmannstr. 24, ⊠ 25 <box>878 1014 1170 1043</box>
directory-entry: Bösche Wwe., C., Dorotheenstr. 97, ⊠ 39 <box>530 787 766 802</box>
directory-entry: — Herm., Maurer, Hasselbrookstr. 104, H. 2 <box>180 1142 436 1157</box>
directory-entry: — Wwe. M., Grindelhof 83, H. 4, ⊠ 13 <box>530 219 750 234</box>
directory-entry: — Waldem., Kaufm., Schwalbenstr. 7 <box>530 1213 743 1228</box>
directory-entry: — Georg, Kaufm., Ritterstr. 77a, ⊠ 23 <box>1226 901 1444 916</box>
directory-entry: — Pedro M. D., St. Georgskirchhof 2 <box>878 972 1089 987</box>
directory-entry: Börsen, Herm., Arbtr., Süderstr. 68, H. 4 <box>180 418 415 433</box>
directory-entry: — W., Postschaffn., Mozartstr. 54 b, ⊠ 22 <box>180 389 417 404</box>
directory-entry: — Heinr., Langereihe 78, H. 1, ⊠ 5 <box>180 1568 381 1583</box>
directory-entry: Boesche, G. E., 'F' Haupt & Voges Nachf., Schwarzestr. 35, ⊠ 26 <box>530 986 771 1015</box>
directory-entry: — Franz, Maschinist, Rödingsmarkt 21, ⊠ 11 <box>878 531 1139 546</box>
directory-entry: Börsting, Fr., Vikar, Weidestr. 53, ⊠ 22 <box>180 844 403 859</box>
directory-entry: — C., Handorferstr. 81, ⊠ 22 <box>878 1668 1044 1683</box>
directory-entry: — C., Packer, Neustädterstr. 108a, ⊠ 36 <box>1226 1313 1457 1328</box>
directory-entry: — Hinr., Milchhdlg., Ekhofstr. 30, ⊠ 24 <box>180 1582 405 1597</box>
directory-entry: — Herm., Hdlgs.-Geh., Postscheck- 22177, Kämmereiufer 4, ⊠ 39 <box>1226 247 1472 277</box>
directory-entry: Böseke, A., Lithograph, Collaustr. 8, ⊠ 31 <box>878 1426 1119 1441</box>
